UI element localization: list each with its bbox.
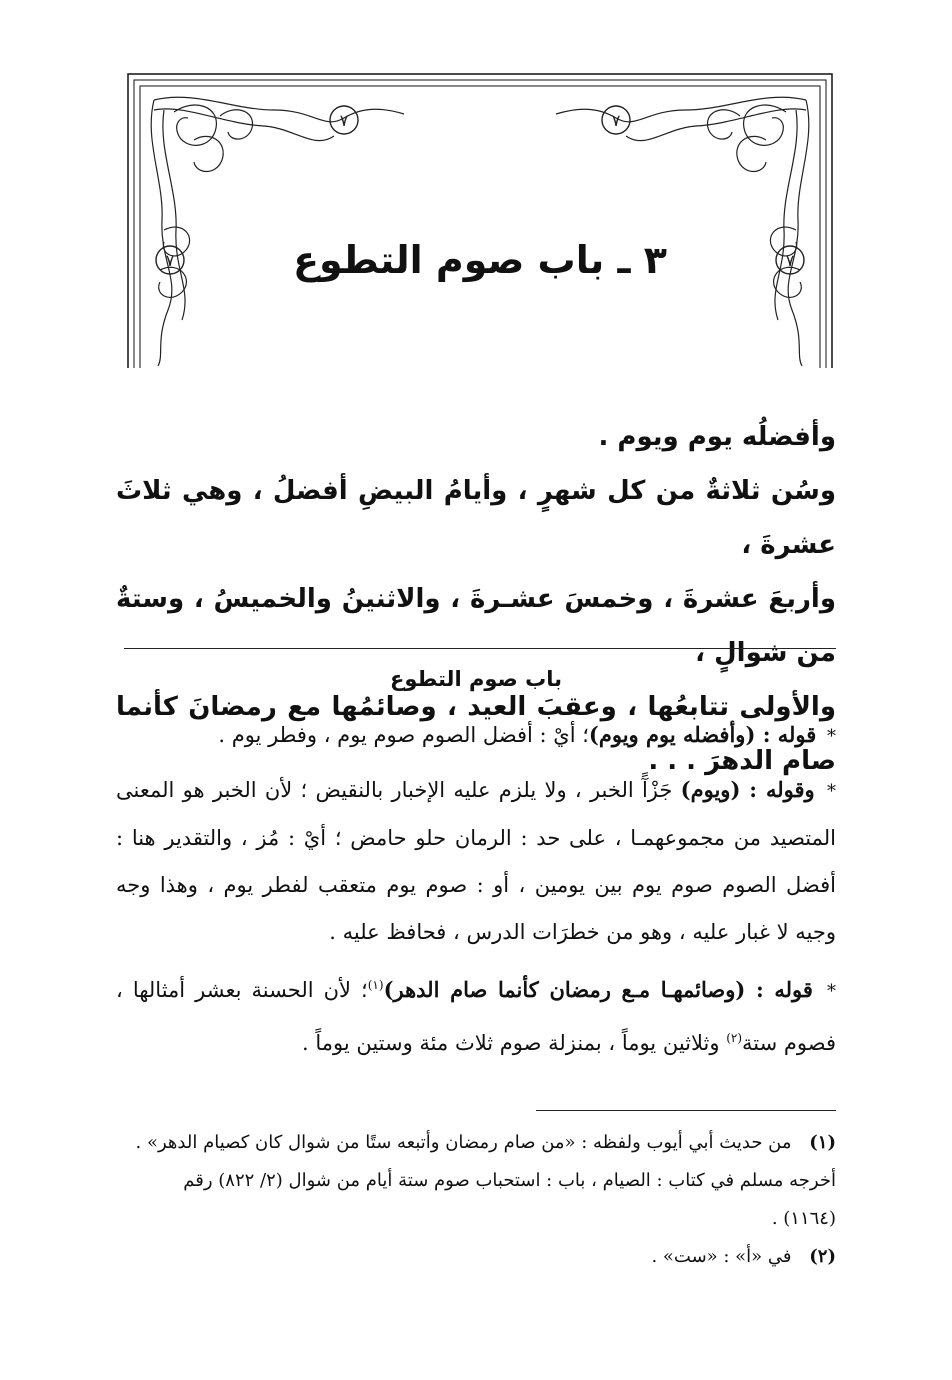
section-divider	[124, 648, 836, 649]
footnote-text: من حديث أبي أيوب ولفظه : «من صام رمضان وأتبعه ستًا من شوال كان كصيام الدهر» .	[135, 1132, 792, 1153]
footnote-text: (١١٦٤) .	[771, 1208, 836, 1229]
ornamental-frame	[124, 70, 836, 370]
footnote-item	[116, 1238, 836, 1276]
footnote-divider	[536, 1110, 836, 1111]
svg-text:٧: ٧	[785, 251, 795, 270]
footnote-ref: (١)	[367, 978, 384, 992]
commentary	[116, 656, 836, 1073]
paragraph-text: جَزْآً الخبر ، ولا يلزم عليه الإخبار بالنقيض ؛ لأن الخبر هو المعنى المتصيد من مجموعهمـا ، على حد : الرمان حلو حامض ؛ أيْ : مُز ، والتقدير هنا : أفضل الصوم صوم يوم بين يومين ، أو : صوم يوم متعقب لفطر يوم ، وهذا وجه وجيه لا غبار عليه ، وهو من خطرَات الدرس ، فحافظ عليه .	[116, 778, 836, 944]
footnote-number: (١)	[809, 1132, 836, 1153]
footnote-text: أخرجه مسلم في كتاب : الصيام ، باب : استحباب صوم ستة أيام من شوال (٢/ ٨٢٢) رقم	[183, 1170, 836, 1191]
svg-text:٧: ٧	[165, 251, 175, 270]
chapter-title: ٣ ـ باب صوم التطوع	[293, 238, 667, 282]
quoted-phrase: قوله : (وصائمهـا مـع رمضان كأنما صام الدهر)	[383, 977, 813, 1002]
svg-text:٧: ٧	[611, 111, 621, 130]
footnote-text: في «أ» : «ست» .	[651, 1246, 792, 1267]
quoted-phrase: وقوله : (ويوم)	[680, 777, 815, 802]
quoted-phrase: قوله : (وأفضله يوم ويوم)	[588, 722, 817, 747]
matn-line: والأولى تتابعُها ، وعقبَ العيد ، وصائمُها مع رمضانَ كأنما صام الدهرَ . . .	[116, 692, 836, 776]
star-bullet-icon: *	[826, 781, 836, 802]
matn-line: وسُن ثلاثةٌ من كل شهرٍ ، وأيامُ البيضِ أفضلُ ، وهي ثلاثَ عشرةَ ،	[116, 476, 836, 560]
star-bullet-icon: *	[827, 726, 836, 747]
commentary-paragraph	[116, 711, 836, 760]
footnote-ref: (٢)	[726, 1031, 743, 1045]
matn-line: وأربعَ عشرةَ ، وخمسَ عشـرةَ ، والاثنينُ والخميسُ ، وستةٌ من شوالٍ ،	[116, 584, 836, 668]
footnote-number: (٢)	[809, 1246, 836, 1267]
commentary-paragraph	[116, 766, 836, 956]
paragraph-text: ؛ لأن الحسنة بعشر أمثالها ، فصوم ستة	[116, 978, 836, 1055]
commentary-heading: باب صوم التطوع	[390, 667, 562, 691]
matn-line: وأفضلُه يوم ويوم .	[598, 422, 836, 452]
footnotes	[116, 1124, 836, 1276]
footnote-item	[116, 1124, 836, 1162]
paragraph-text: وثلاثين يوماً ، بمنزلة صوم ثلاث مئة وستين يوماً .	[301, 1031, 727, 1055]
svg-text:٧: ٧	[339, 111, 349, 130]
paragraph-text: ؛ أيْ : أفضل الصوم صوم يوم ، وفطر يوم .	[218, 723, 589, 747]
commentary-paragraph	[116, 962, 836, 1067]
frame-border-svg	[124, 70, 836, 370]
star-bullet-icon: *	[827, 981, 836, 1002]
